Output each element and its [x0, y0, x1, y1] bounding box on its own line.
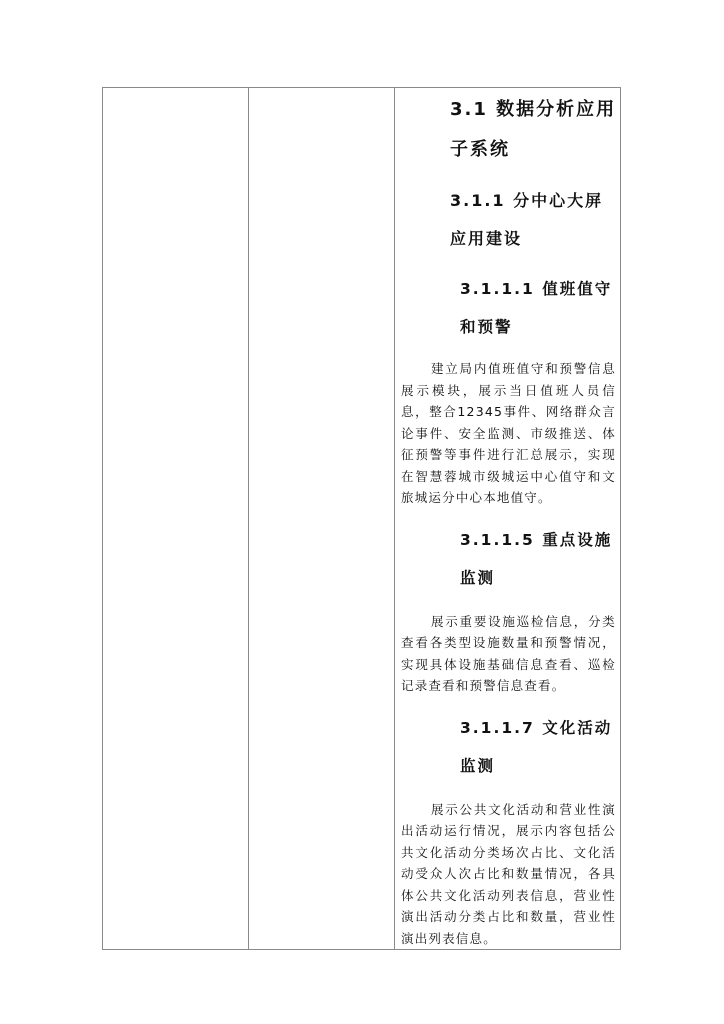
item-title-culture: 3.1.1.7 文化活动监测	[460, 718, 613, 775]
item-title-facility: 3.1.1.5 重点设施监测	[460, 530, 613, 587]
subsection-heading: 3.1.1 分中心大屏应用建设	[450, 191, 604, 248]
item-text-duty: 建立局内值班值守和预警信息展示模块，展示当日值班人员信息，整合12345事件、网络群众言论事件、安全监测、市级推送、体征预警等事件进行汇总展示，实现在智慧蓉城市级城运中心值守和文旅城运分中心本地值守。	[401, 361, 616, 505]
content-cell	[395, 88, 621, 950]
empty-cell-1	[103, 88, 249, 950]
document-table	[102, 87, 621, 950]
item-text-facility: 展示重要设施巡检信息，分类查看各类型设施数量和预警情况，实现具体设施基础信息查看、巡检记录查看和预警信息查看。	[401, 613, 616, 693]
table-row	[103, 88, 621, 950]
item-title-duty: 3.1.1.1 值班值守和预警	[460, 280, 613, 336]
section-heading: 3.1 数据分析应用子系统	[450, 99, 617, 160]
item-text-culture: 展示公共文化活动和营业性演出活动运行情况，展示内容包括公共文化活动分类场次占比、文化活动受众人次占比和数量情况，各具体公共文化活动列表信息，营业性演出活动分类占比和数量，营业性演出列表信息。	[401, 801, 616, 946]
content-body	[395, 88, 620, 949]
empty-cell-2	[249, 88, 395, 950]
